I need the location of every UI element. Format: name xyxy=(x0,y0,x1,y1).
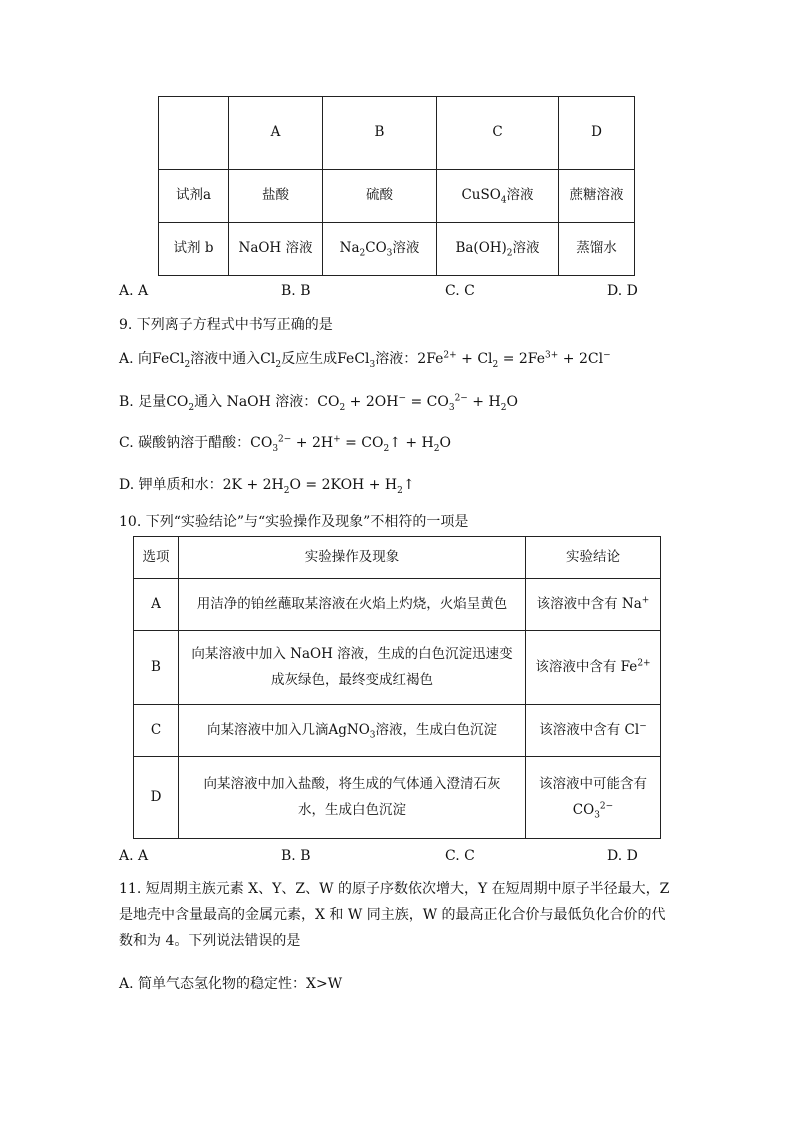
table-cell: $Na_2CO_3$溶液 xyxy=(323,223,437,276)
cell-line: 水，生成白色沉淀 xyxy=(298,801,406,818)
operation-cell xyxy=(179,631,526,705)
reagent-b-row xyxy=(159,223,635,276)
conclusion-cell xyxy=(526,705,661,757)
q11-option-a[interactable]: A. 简单气态氢化物的稳定性：X>W xyxy=(119,976,343,992)
table-row xyxy=(134,705,661,757)
answer-option-d[interactable]: D. D xyxy=(607,283,638,299)
cell-line: 用洁净的铂丝蘸取某溶液在火焰上灼烧，火焰呈黄色 xyxy=(196,595,508,612)
table-row xyxy=(134,579,661,631)
experiment-table-header-row xyxy=(134,537,661,579)
q11-stem-line: 是地壳中含量最高的金属元素，X 和 W 同主族，W 的最高正化合价与最低负化合价的代 xyxy=(119,907,666,923)
cell-line: 向某溶液中加入几滴AgNO$_3$溶液，生成白色沉淀 xyxy=(206,721,497,741)
conclusion-cell xyxy=(526,631,661,705)
operation-cell xyxy=(179,757,526,839)
table-cell: 硫酸 xyxy=(323,170,437,223)
answer-option-b[interactable]: B. B xyxy=(281,283,311,299)
table-cell: NaOH 溶液 xyxy=(229,223,323,276)
cell-line: 向某溶液中加入 NaOH 溶液，生成的白色沉淀迅速变 xyxy=(191,645,513,662)
cell-line: 该溶液中含有 Cl− xyxy=(539,721,647,738)
reagent-table xyxy=(158,96,635,276)
cell-line: 该溶液中可能含有 xyxy=(539,775,647,792)
q9-option-a[interactable]: A. 向FeCl$_2$溶液中通入$Cl_2$反应生成FeCl$_3$溶液：$2Fe^{2+} + Cl_2 = 2Fe^{3+} + 2Cl^-$ xyxy=(119,350,611,370)
row-label: 试剂a xyxy=(159,170,229,223)
cell-line: 该溶液中含有 $Fe^{2+}$ xyxy=(535,658,651,675)
conclusion-cell xyxy=(526,579,661,631)
q9-option-d[interactable]: D. 钾单质和水：$2K + 2H_2O = 2KOH$ + $H_2↑$ xyxy=(119,477,415,496)
cell-line: 成灰绿色，最终变成红褐色 xyxy=(271,671,433,688)
table-cell: 蒸馏水 xyxy=(559,223,635,276)
option-cell: D xyxy=(134,757,179,839)
table-cell: $Ba(OH)_2$溶液 xyxy=(437,223,559,276)
table-header-cell: 实验操作及现象 xyxy=(179,537,526,579)
answer-option-a[interactable]: A. A xyxy=(119,848,149,864)
answer-option-c[interactable]: C. C xyxy=(445,848,475,864)
row-label: 试剂 b xyxy=(159,223,229,276)
experiment-table xyxy=(133,536,661,839)
answer-option-c[interactable]: C. C xyxy=(445,283,475,299)
q9-option-b[interactable]: B. 足量$CO_2$通入 NaOH 溶液：$CO_2 + 2OH^- = CO_3^{2-} + H_2O$ xyxy=(119,393,518,413)
table-cell: CuSO$_4$溶液 xyxy=(437,170,559,223)
table-row xyxy=(134,757,661,839)
q10-stem: 10. 下列“实验结论”与“实验操作及现象”不相符的一项是 xyxy=(119,514,469,530)
reagent-table-header-row xyxy=(159,97,635,170)
table-header-cell: C xyxy=(437,97,559,170)
table-cell: 盐酸 xyxy=(229,170,323,223)
cell-line: 向某溶液中加入盐酸，将生成的气体通入澄清石灰 xyxy=(203,775,501,792)
q11-stem xyxy=(119,876,679,954)
q10-answer-options xyxy=(119,848,639,868)
option-cell: C xyxy=(134,705,179,757)
table-cell: 蔗糖溶液 xyxy=(559,170,635,223)
answer-option-d[interactable]: D. D xyxy=(607,848,638,864)
conclusion-cell xyxy=(526,757,661,839)
table-header-cell xyxy=(159,97,229,170)
q8-answer-options xyxy=(119,283,639,303)
operation-cell xyxy=(179,705,526,757)
q9-stem: 9. 下列离子方程式中书写正确的是 xyxy=(119,317,333,333)
table-header-cell: D xyxy=(559,97,635,170)
q9-option-c[interactable]: C. 碳酸钠溶于醋酸：$CO_3^{2-} + 2H^+$ = $CO_2↑ + H_2O$ xyxy=(119,434,451,454)
option-cell: A xyxy=(134,579,179,631)
q11-stem-line: 11. 短周期主族元素 X、Y、Z、W 的原子序数依次增大，Y 在短周期中原子半径最大，Z xyxy=(119,881,670,897)
table-header-cell: A xyxy=(229,97,323,170)
table-row xyxy=(134,631,661,705)
table-header-cell: 选项 xyxy=(134,537,179,579)
table-header-cell: B xyxy=(323,97,437,170)
q11-stem-line: 数和为 4。下列说法错误的是 xyxy=(119,933,301,949)
option-cell: B xyxy=(134,631,179,705)
answer-option-a[interactable]: A. A xyxy=(119,283,149,299)
table-header-cell: 实验结论 xyxy=(526,537,661,579)
operation-cell xyxy=(179,579,526,631)
answer-option-b[interactable]: B. B xyxy=(281,848,311,864)
reagent-a-row xyxy=(159,170,635,223)
cell-line: $CO_3^{2-}$ xyxy=(572,801,614,821)
cell-line: 该溶液中含有 Na+ xyxy=(536,595,650,612)
